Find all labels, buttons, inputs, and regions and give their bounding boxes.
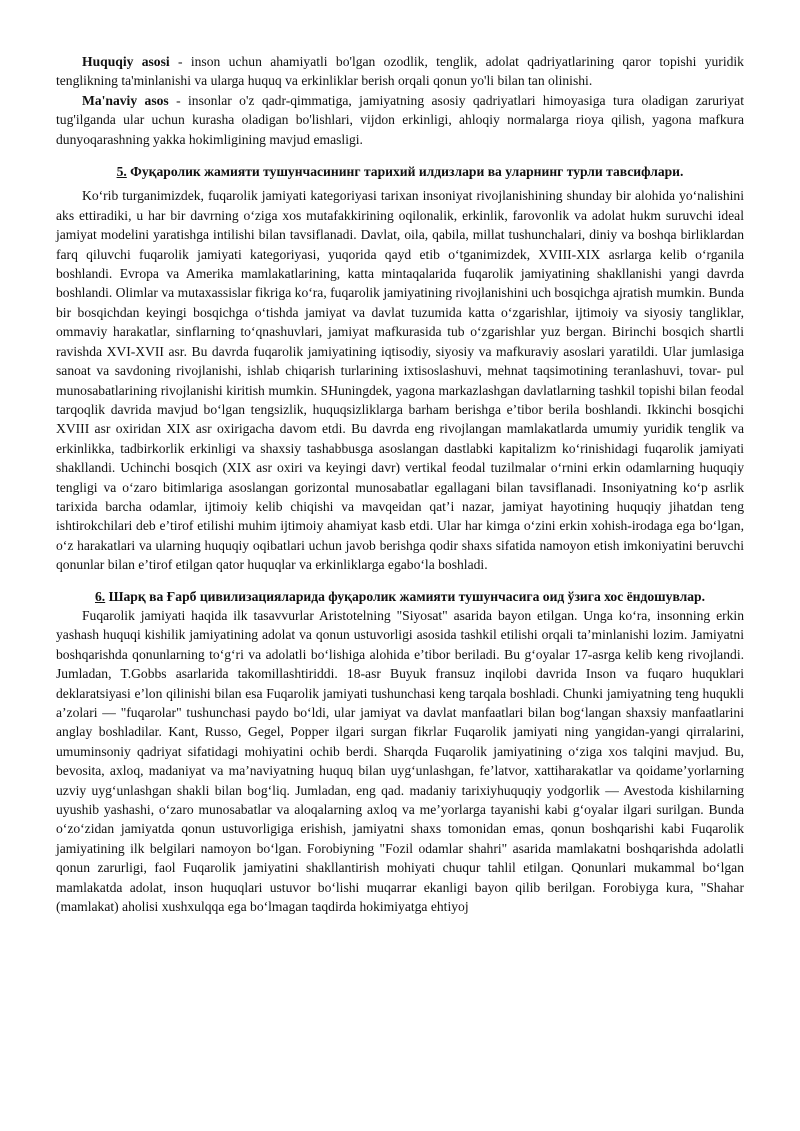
paragraph-spiritual-basis (56, 91, 744, 149)
term-legal-basis: Huquqiy asosi (82, 54, 170, 69)
paragraph-legal-basis (56, 52, 744, 91)
spiritual-basis-text: - insonlar o'z qadr-qimmatiga, jamiyatning asosiy qadriyatlari himoyasiga tura oladigan zaruriyat tug'ilganda ular uchun kurasha oladigan bo'lishlari, vijdon erkinligi, ahloqiy normalarga rioya qilish, yagona mafkura dunyoqarashning yakka hokimligining mavjud emasligi. (56, 92, 744, 147)
section-5-number: 5. (116, 164, 127, 180)
legal-basis-text: - inson uchun ahamiyatli bo'lgan ozodlik, tenglik, adolat qadriyatlarining qaror topishi yuridik tenglikning ta'minlanishi va ularga huquq va erkinliklar berish orqali qonun yo'li bilan tan olinishi. (56, 54, 744, 89)
section-5-heading (56, 162, 744, 181)
section-6-title: Шарқ ва Ғарб цивилизацияларида фуқаролик жамияти тушунчасига оид ўзига хос ёндошувлар. (105, 588, 705, 604)
section-6-number: 6. (94, 588, 106, 604)
section-6-body: Fuqarolik jamiyati haqida ilk tasavvurlar Aristotelning "Siyosat" asarida bayon etilgan. Unga koʻra, insonning erkin yashash huquqi kishilik jamiyatining adolat va qonun ustuvorligi asosida tashkil etilishi orqali taʼminlanishi lozim. Jamiyatni boshqarishda qonunlarning toʻgʻri va adolatli boʻlishiga alohida eʼtibor beriladi. Bu gʻoyalar 17-asrga kelib keng rivojlandi. Jumladan, T.Gobbs asarlarida takomillashtiriddi. 18-asr Buyuk fransuz inqilobi davrida Inson va fuqaro huquklari deklaratsiyasi eʼlon qilinishi bilan esa Fuqarolik jamiyati tushunchasi keng tarqala boshladi. Chunki jamiyatning teng huqukli aʼzolari — "fuqarolar" tushunchasi paydo boʻldi, ular jamiyat va davlat manfaatlari bilan bogʻlangan shaxsiy manfaatlarini anglay boshladilar. Kant, Russo, Gegel, Popper ilgari surgan fikrlar Fuqarolik jamiyati ning yangidan-yangi qirralarini, umuminsoniy qadriyat sifatidagi mohiyatini ochib berdi. Sharqda Fuqarolik jamiyatining oʻziga xos talqini mavjud. Bu, bevosita, axloq, madaniyat va maʼnaviyatning huquq bilan uygʻunlashgan, feʼlatvor, xattiharakatlar va qoidameʼyorlarning uzviy uygʻunlashgan shakli bilan bogʻliq. Jumladan, eng qad. madaniy tarixiyhuquqiy yodgorlik — Avestoda kishilarning uyushib yashashi, oʻzaro munosabatlar va aloqalarning axloq va meʼyorlarga tayanishi kabi gʻoyalar ilgari surilgan. Bunda oʻzoʻzidan jamiyatda qonun ustuvorligiga erishish, jamiyatni shaxs tomonidan emas, qonun boshqarishi kabi Fuqarolik jamiyatining ilk belgilari namoyon boʻlgan. Forobiyning "Fozil odamlar shahri" asarida mamlakatni boshqarishda adolatli qonun zarurligi, faol Fuqarolik jamiyatini shakllantirish mohiyati chuqur tahlil etilgan. Qonunlari mukammal boʻlgan mamlakatda adolat, inson huquqlari ustuvor boʻlishi muqarrar ekanligi bayon qilib berilgan. Forobiyga kura, "Shahar (mamlakat) aholisi xushxulqqa ega boʻlmagan taqdirda hokimiyatga ehtiyoj (56, 607, 744, 915)
section-5-body: Koʻrib turganimizdek, fuqarolik jamiyati kategoriyasi tarixan insoniyat rivojlanishining shunday bir alohida yoʻnalishini aks ettiradiki, u har bir davrning oʻziga xos mutafakkirining oqilonalik, erkinlik, farovonlik va adolat hukm suruvchi ideal jamiyat modelini yaratishga intilishi bilan tavsiflanadi. Davlat, oila, qabila, millat tushunchalari, diniy va boshqa birliklardan farq qiluvchi fuqarolik jamiyati kategoriyasi, yuqorida qayd etib oʻtganimizdek, XVIII-XIX asrlarga kelib oʻrganila boshlandi. Evropa va Amerika mamlakatlarining, katta mintaqalarida fuqarolik jamiyatining shakllanishi yangi davrda boshlandi. Olimlar va mutaxassislar fikriga koʻra, fuqarolik jamiyatining rivojlanishini uch bosqichga ajratish mumkin. Bunda bir bosqichdan keyingi bosqichga oʻtishda jamiyat va davlat tuzumida katta oʻzgarishlar, ijtimoiy va siyosiy tangliklar, ommaviy harakatlar, sinflarning toʻqnashuvlari, jamiyat mafkurasida tub oʻzgarishlar yuz bergan. Birinchi bosqich shartli ravishda XVI-XVII asr. Bu davrda fuqarolik jamiyatining iqtisodiy, siyosiy va mafkuraviy asoslari yaratildi. Ular jumlasiga sanoat va savdoning rivojlanishi, ishlab chiqarish turlarining ixtisoslashuvi, mehnat taqsimotining teranlashuvi, tovar- pul munosabatlarining rivojlanishi kiritish mumkin. SHuningdek, yagona markazlashgan davlatlarning tashkil topishi bilan feodal tarqoqlik davrida mavjud boʻlgan tengsizlik, huquqsizliklarga barham berishga eʼtibor berila boshlandi. Ikkinchi bosqichi XVIII asr oxiridan XIX asr oxirigacha davom etdi. Bu davrda eng rivojlangan mamlakatlarda umumiy yuridik tenglik va erkinlikka, tadbirkorlik erkinligi va shaxsiy tashabbusga asoslangan dastlabki kapitalizm koʻrinishidagi fuqarolik jamiyati shakllandi. Uchinchi bosqich (XIX asr oxiri va keyingi davr) vertikal feodal tuzilmalar oʻrnini erkin odamlarning huquqiy tengligi va oʻzaro bitimlariga asoslangan gorizontal munosabatlar egallagani bilan tavsiflanadi. Insoniyatning koʻp asrlik tarixida barcha odamlar, ijtimoiy kelib chiqishi va mavqeidan qatʼi nazar, jamiyat hayotining huquqiy jihatdan teng ishtirokchilari deb eʼtirof etilishi muhim ijtimoiy ahamiyat kasb etdi. Ular har kimga oʻzini erkin xohish-irodaga ega boʻlgan, oʻz harakatlari va ularning huquqiy oqibatlari uchun javob berishga qodir shaxs sifatida namoyon etish imkoniyatini beruvchi qonunlar bilan eʼtirof etilgan qator huquqlar va erkinliklarga egaboʻla boshladi. (56, 188, 744, 573)
section-6-heading (56, 587, 744, 606)
term-spiritual-basis: Ma'naviy asos (82, 92, 169, 108)
section-5-title: Фуқаролик жамияти тушунчасининг тарихий илдизлари ва уларнинг турли тавсифлари. (126, 164, 684, 180)
